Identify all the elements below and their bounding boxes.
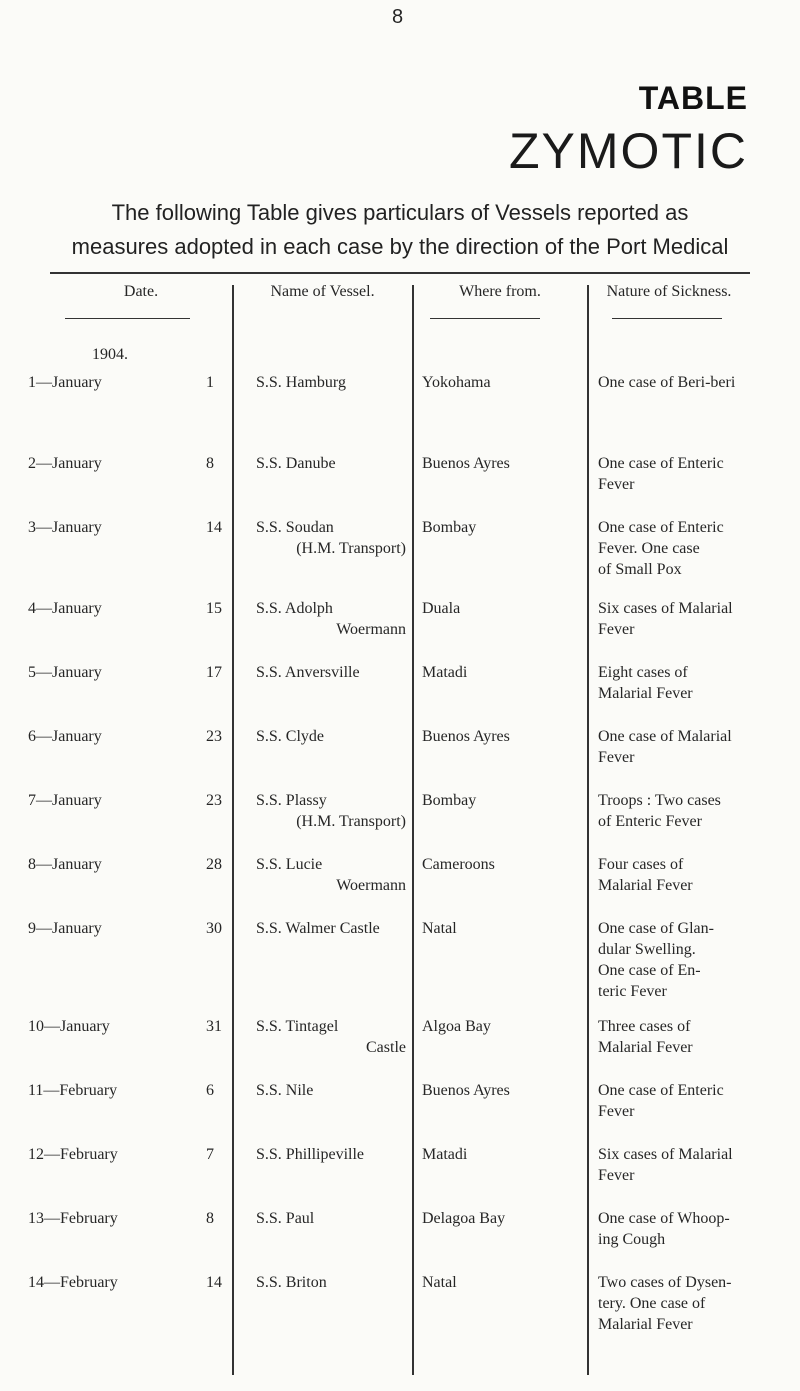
intro-line-1: The following Table gives particulars of Vessels reported as: [111, 200, 689, 225]
table-row-vessel: [256, 1208, 406, 1229]
sickness-line: Fever: [598, 1167, 635, 1184]
vessel-line: S.S. Walmer Castle: [256, 920, 380, 937]
table-row-where-from: Yokohama: [422, 374, 491, 391]
vessel-line: S.S. Plassy: [256, 792, 327, 809]
table-row-where-from: Matadi: [422, 1146, 468, 1163]
table-row-date: [28, 1208, 218, 1229]
vessel-line: Woermann: [336, 877, 406, 894]
sickness-line: One case of Beri-beri: [598, 374, 736, 391]
table-row-sickness: [598, 598, 748, 640]
year-label: 1904.: [92, 346, 128, 363]
table-row-where-from: Buenos Ayres: [422, 1082, 510, 1099]
table-row-vessel: [256, 1080, 406, 1101]
sickness-line: Fever: [598, 749, 635, 766]
date-month: 13—February: [28, 1210, 118, 1227]
sickness-line: Fever: [598, 621, 635, 638]
table-row-where-from: Bombay: [422, 519, 477, 536]
date-month: 11—February: [28, 1082, 118, 1099]
date-month: 2—January: [28, 455, 102, 472]
date-day: 8: [206, 1210, 214, 1227]
table-row-where-from: Buenos Ayres: [422, 728, 510, 745]
sickness-line: Malarial Fever: [598, 1039, 693, 1056]
table-row-date: [28, 372, 218, 393]
sickness-line: dular Swelling.: [598, 941, 696, 958]
date-month: 4—January: [28, 600, 102, 617]
table-row-sickness: [598, 453, 748, 495]
date-day: 31: [206, 1018, 222, 1035]
date-day: 30: [206, 920, 222, 937]
table-row-sickness: [598, 372, 748, 393]
header-rule-date: [65, 318, 190, 319]
sickness-line: Six cases of Malarial: [598, 600, 733, 617]
table-row-vessel: [256, 1016, 406, 1058]
sickness-line: One case of Enteric: [598, 455, 724, 472]
table-row-vessel: [256, 790, 406, 832]
sickness-line: One case of En-: [598, 962, 701, 979]
vessel-line: (H.M. Transport): [296, 813, 406, 830]
table-row-vessel: [256, 854, 406, 896]
table-row-vessel: [256, 372, 406, 393]
vessel-line: S.S. Anversville: [256, 664, 360, 681]
table-row-where-from: Cameroons: [422, 856, 495, 873]
sickness-line: Six cases of Malarial: [598, 1146, 733, 1163]
date-month: 5—January: [28, 664, 102, 681]
table-row-sickness: [598, 726, 748, 768]
table-row-sickness: [598, 918, 748, 1002]
column-divider-1: [232, 285, 234, 1375]
date-month: 3—January: [28, 519, 102, 536]
date-day: 1: [206, 374, 214, 391]
sickness-line: Two cases of Dysen-: [598, 1274, 732, 1291]
sickness-line: Fever. One case: [598, 540, 700, 557]
date-day: 7: [206, 1146, 214, 1163]
table-row-date: [28, 1144, 218, 1165]
table-row-where-from: Delagoa Bay: [422, 1210, 506, 1227]
table-row-date: [28, 598, 222, 619]
table-row-date: [28, 1080, 218, 1101]
date-day: 15: [206, 600, 222, 617]
sickness-line: Fever: [598, 476, 635, 493]
vessel-line: S.S. Lucie: [256, 856, 323, 873]
sickness-line: Troops : Two cases: [598, 792, 721, 809]
table-row-sickness: [598, 1208, 748, 1250]
table-row-where-from: Buenos Ayres: [422, 455, 510, 472]
date-day: 17: [206, 664, 222, 681]
header-rule-where: [430, 318, 540, 319]
table-row-where-from: Duala: [422, 600, 461, 617]
vessel-line: S.S. Tintagel: [256, 1018, 339, 1035]
date-day: 6: [206, 1082, 214, 1099]
table-row-sickness: [598, 517, 748, 580]
vessel-line: S.S. Nile: [256, 1082, 314, 1099]
vessel-line: S.S. Phillipeville: [256, 1146, 365, 1163]
column-divider-2: [412, 285, 414, 1375]
sickness-line: Eight cases of: [598, 664, 688, 681]
date-month: 7—January: [28, 792, 102, 809]
vessel-line: S.S. Hamburg: [256, 374, 346, 391]
header-where-from: Where from.: [459, 283, 541, 300]
date-month: 8—January: [28, 856, 102, 873]
sickness-line: of Enteric Fever: [598, 813, 702, 830]
table-row-sickness: [598, 854, 748, 896]
date-month: 9—January: [28, 920, 102, 937]
date-month: 1—January: [28, 374, 102, 391]
intro-line-2: measures adopted in each case by the direction of the Port Medical: [71, 234, 729, 259]
table-row-sickness: [598, 1016, 748, 1058]
vessel-line: S.S. Adolph: [256, 600, 333, 617]
table-row-where-from: Natal: [422, 920, 457, 937]
date-day: 23: [206, 792, 222, 809]
header-nature: Nature of Sickness.: [606, 283, 732, 300]
table-row-date: [28, 662, 222, 683]
vessel-line: Woermann: [336, 621, 406, 638]
table-row-sickness: [598, 1144, 748, 1186]
page-subtitle: ZYMOTIC: [509, 123, 748, 179]
sickness-line: teric Fever: [598, 983, 667, 1000]
page-title: TABLE: [638, 80, 748, 116]
header-rule-nature: [612, 318, 722, 319]
sickness-line: of Small Pox: [598, 561, 682, 578]
header-vessel: Name of Vessel.: [270, 283, 375, 300]
table-row-vessel: [256, 598, 406, 640]
date-month: 12—February: [28, 1146, 118, 1163]
table-row-sickness: [598, 790, 748, 832]
table-row-date: [28, 1272, 222, 1293]
date-day: 8: [206, 455, 214, 472]
date-day: 28: [206, 856, 222, 873]
sickness-line: Malarial Fever: [598, 877, 693, 894]
date-month: 14—February: [28, 1274, 118, 1291]
table-row-where-from: Matadi: [422, 664, 468, 681]
table-row-vessel: [256, 1272, 406, 1293]
vessel-line: S.S. Briton: [256, 1274, 327, 1291]
vessel-line: S.S. Clyde: [256, 728, 325, 745]
date-day: 14: [206, 519, 222, 536]
table-row-vessel: [256, 517, 406, 559]
sickness-line: ing Cough: [598, 1231, 666, 1248]
column-divider-3: [587, 285, 589, 1375]
table-row-date: [28, 1016, 222, 1037]
vessel-line: S.S. Paul: [256, 1210, 315, 1227]
vessel-line: (H.M. Transport): [296, 540, 406, 557]
sickness-line: Four cases of: [598, 856, 684, 873]
table-row-where-from: Bombay: [422, 792, 477, 809]
sickness-line: Three cases of: [598, 1018, 691, 1035]
table-row-where-from: Algoa Bay: [422, 1018, 491, 1035]
vessel-line: S.S. Danube: [256, 455, 336, 472]
table-row-date: [28, 790, 222, 811]
vessel-line: Castle: [366, 1039, 406, 1056]
table-row-vessel: [256, 918, 406, 939]
sickness-line: Fever: [598, 1103, 635, 1120]
table-row-vessel: [256, 1144, 406, 1165]
table-row-vessel: [256, 662, 406, 683]
table-row-date: [28, 726, 222, 747]
date-month: 10—January: [28, 1018, 110, 1035]
sickness-line: Malarial Fever: [598, 1316, 693, 1333]
date-month: 6—January: [28, 728, 102, 745]
date-day: 23: [206, 728, 222, 745]
table-row-date: [28, 854, 222, 875]
page-number: 8: [392, 6, 404, 28]
table-row-date: [28, 453, 218, 474]
sickness-line: One case of Glan-: [598, 920, 714, 937]
sickness-line: tery. One case of: [598, 1295, 706, 1312]
table-row-vessel: [256, 726, 406, 747]
sickness-line: One case of Malarial: [598, 728, 732, 745]
sickness-line: One case of Enteric: [598, 1082, 724, 1099]
table-row-vessel: [256, 453, 406, 474]
table-row-where-from: Natal: [422, 1274, 457, 1291]
table-row-date: [28, 517, 222, 538]
sickness-line: One case of Whoop-: [598, 1210, 730, 1227]
table-row-sickness: [598, 1080, 748, 1122]
table-row-sickness: [598, 662, 748, 704]
table-row-date: [28, 918, 222, 939]
date-day: 14: [206, 1274, 222, 1291]
sickness-line: Malarial Fever: [598, 685, 693, 702]
table-top-rule: [50, 272, 750, 274]
table-row-sickness: [598, 1272, 748, 1335]
vessel-line: S.S. Soudan: [256, 519, 334, 536]
sickness-line: One case of Enteric: [598, 519, 724, 536]
header-date: Date.: [123, 283, 159, 300]
